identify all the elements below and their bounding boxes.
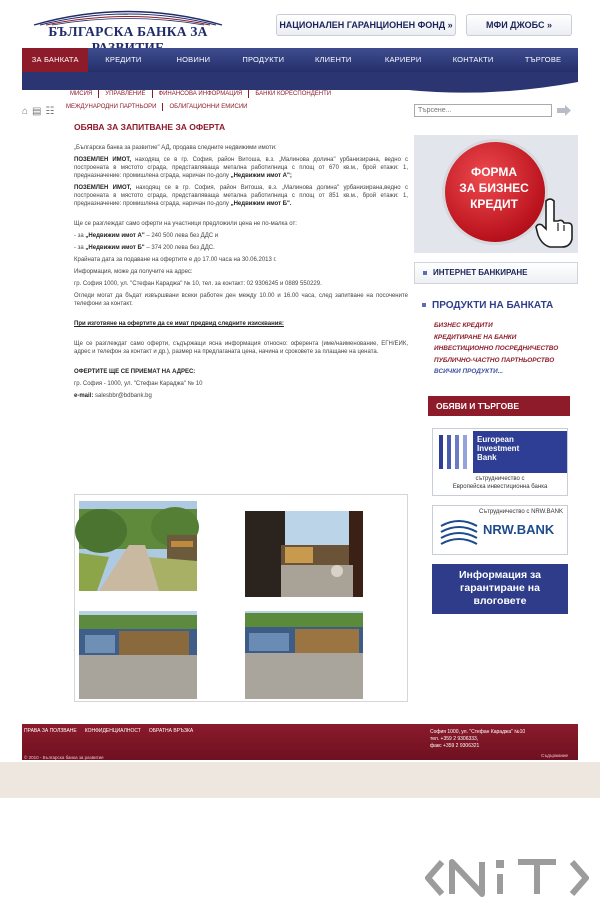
internet-banking-link[interactable]: ИНТЕРНЕТ БАНКИРАНЕ [414, 262, 578, 284]
property-photo-3[interactable] [79, 611, 197, 699]
requirements-text: Ще се разглеждат само оферти, съдържащи ясна информация относно: оферента (име/наименование, ЕГН/ЕИК, адрес и телефон за контакт и др.), размер на предлаганата цена, начина и сроковете за плащане на цената. [74, 341, 408, 355]
bank-logo[interactable] [28, 4, 228, 46]
guarantee-fund-link[interactable]: НАЦИОНАЛЕН ГАРАНЦИОНЕН ФОНД » [276, 14, 456, 36]
property-photo-1[interactable] [79, 501, 197, 591]
nav-credits[interactable]: КРЕДИТИ [105, 55, 142, 64]
email-link[interactable]: salesbbr@bdbank.bg [95, 393, 152, 399]
footer-copyright: © 2010 - Българска банка за развитие [24, 755, 104, 760]
nav-news[interactable]: НОВИНИ [176, 55, 211, 64]
mfi-jobs-link[interactable]: МФИ ДЖОБС » [466, 14, 572, 36]
viewing-text: Огледи могат да бъдат извършвани всеки работен ден между 10.00 и 16.00 часа, след запитване на посочените телефони за контакт. [74, 293, 408, 307]
nrw-bank-banner[interactable] [432, 505, 568, 555]
sitemap-icon[interactable]: ☷ [45, 106, 55, 117]
footer-terms-link[interactable]: ПРАВА ЗА ПОЛЗВАНЕ [24, 728, 77, 734]
print-icon[interactable]: ▤ [32, 106, 42, 117]
nav-careers[interactable]: КАРИЕРИ [384, 55, 422, 64]
product-business-credits[interactable]: БИЗНЕС КРЕДИТИ [434, 322, 493, 329]
all-products-link[interactable]: ВСИЧКИ ПРОДУКТИ... [434, 368, 504, 375]
property-a-text: ПОЗЕМЛЕН ИМОТ, находящ се в гр. София, район Витоша, в.з. „Малинова долина" урбанизирана, ведно с построената в мястото сграда, представляваща метална работилница с площ от 670 кв.м., брой етажи: 1, предназначение: промишлена сграда, наричан по-долу „Недвижим имот А"; [74, 157, 408, 179]
nav-about[interactable]: ЗА БАНКАТА [22, 48, 88, 72]
subnav-management[interactable]: УПРАВЛЕНИЕ [99, 90, 152, 98]
eib-banner[interactable] [432, 428, 568, 496]
products-list [434, 320, 558, 378]
property-b-text: ПОЗЕМЛЕН ИМОТ, находящ се в гр. София, район Витоша, в.з. „Малинова долина" урбанизирана,ведно с построената в мястото сграда, представляваща метална работилница с площ от 851 кв.м., брой етажи: 1, предназначение: промишлена сграда, наричан по-долу „Недвижим имот Б". [74, 185, 408, 207]
sub-nav [64, 90, 364, 116]
deposit-guarantee-banner[interactable]: Информация за гарантиране на влоговете [432, 564, 568, 614]
product-ppp[interactable]: ПУБЛИЧНО-ЧАСТНО ПАРТНЬОРСТВО [434, 356, 555, 364]
page-title: ОБЯВА ЗА ЗАПИТВАНЕ ЗА ОФЕРТА [74, 122, 226, 132]
product-bank-lending[interactable]: КРЕДИТИРАНЕ НА БАНКИ [434, 333, 517, 341]
nav-tenders[interactable]: ТЪРГОВЕ [524, 55, 562, 64]
logo-arch-icon [28, 4, 228, 26]
info-text: Информация, може да получите на адрес: [74, 269, 193, 275]
nav-products[interactable]: ПРОДУКТИ [242, 55, 285, 64]
footer-feedback-link[interactable]: ОБРАТНА ВРЪЗКА [148, 728, 194, 734]
property-photo-4[interactable] [245, 611, 363, 699]
price-b: - за „Недвижим имот Б" – 374 200 лева без ДДС. [74, 245, 215, 251]
eib-name: European Investment Bank [477, 435, 520, 462]
accept-heading: ОФЕРТИТЕ ЩЕ СЕ ПРИЕМАТ НА АДРЕС: [74, 369, 196, 375]
eib-caption: сътрудничество с Европейска инвестиционна банка [452, 476, 548, 490]
announcements-button[interactable]: ОБЯВИ И ТЪРГОВЕ [428, 396, 570, 416]
subnav-bond-issues[interactable]: ОБЛИГАЦИОННИ ЕМИСИИ [169, 104, 248, 110]
hand-cursor-icon [532, 197, 576, 249]
search-arrow-icon[interactable] [556, 104, 572, 117]
footer-address: София 1000, ул. "Стефан Караджа" №10 тел. +359 2 9306333, факс +359 2 9306321 [430, 729, 526, 749]
nrw-name: NRW.BANK [483, 522, 555, 537]
watermark-text: NIT [426, 843, 452, 860]
banner-line-2: ЗА БИЗНЕС [459, 181, 529, 195]
accept-address: гр. София - 1000, ул. "Стефан Караджа" № 10 [74, 381, 203, 387]
search-input[interactable] [414, 104, 552, 117]
bottom-band [0, 762, 600, 798]
footer-links [24, 728, 193, 734]
eib-logo-icon [437, 433, 471, 471]
email-line: e-mail: salesbbr@bdbank.bg [74, 393, 152, 399]
requirements-heading: При изготвяне на офертите да се имат предвид следните изисквания: [74, 321, 284, 327]
nit-logo [426, 843, 594, 900]
intro-text: „Българска банка за развитие" АД, продава следните недвижими имоти: [74, 145, 277, 151]
nav-clients[interactable]: КЛИЕНТИ [314, 55, 352, 64]
subnav-international-partners[interactable]: МЕЖДУНАРОДНИ ПАРТНЬОРИ [60, 103, 163, 111]
product-investment-brokerage[interactable]: ИНВЕСТИЦИОННО ПОСРЕДНИЧЕСТВО [434, 345, 559, 352]
nav-contacts[interactable]: КОНТАКТИ [452, 55, 494, 64]
consider-text: Ще се разглеждат само оферти на участници предложили цена не по-малка от: [74, 221, 297, 227]
nrw-caption: Сътрудничество с NRW.BANK [479, 509, 563, 515]
business-credit-form-banner[interactable] [414, 135, 578, 253]
footer-sitemap-link[interactable]: Съдържание [541, 753, 568, 758]
photo-gallery [74, 494, 408, 702]
price-a: - за „Недвижим имот А" – 240 500 лева без ДДС и [74, 233, 219, 239]
subnav-correspondent-banks[interactable]: БАНКИ КОРЕСПОНДЕНТИ [255, 91, 332, 97]
nrw-logo-icon [439, 518, 479, 548]
logo-text: БЪЛГАРСКА БАНКА ЗА [48, 24, 208, 39]
page-tools [22, 106, 54, 118]
footer-privacy-link[interactable]: КОНФИДЕНЦИАЛНОСТ [84, 728, 141, 734]
footer [22, 724, 578, 760]
home-icon[interactable]: ⌂ [22, 106, 29, 117]
property-photo-2[interactable] [245, 511, 363, 597]
subnav-financial-info[interactable]: ФИНАНСОВА ИНФОРМАЦИЯ [153, 90, 250, 98]
contact-address: гр. София 1000, ул. "Стефан Караджа" № 10, тел. за контакт: 02 9306245 и 0889 550229. [74, 281, 322, 287]
products-heading: ПРОДУКТИ НА БАНКАТА [422, 300, 553, 311]
banner-line-3: КРЕДИТ [470, 197, 518, 211]
main-nav [22, 48, 578, 72]
deadline-text: Крайната дата за подаване на офертите е до 17.00 часа на 30.06.2013 г. [74, 257, 277, 263]
subnav-mission[interactable]: МИСИЯ [64, 90, 99, 98]
main-content [74, 122, 408, 404]
banner-line-1: ФОРМА [470, 165, 518, 179]
